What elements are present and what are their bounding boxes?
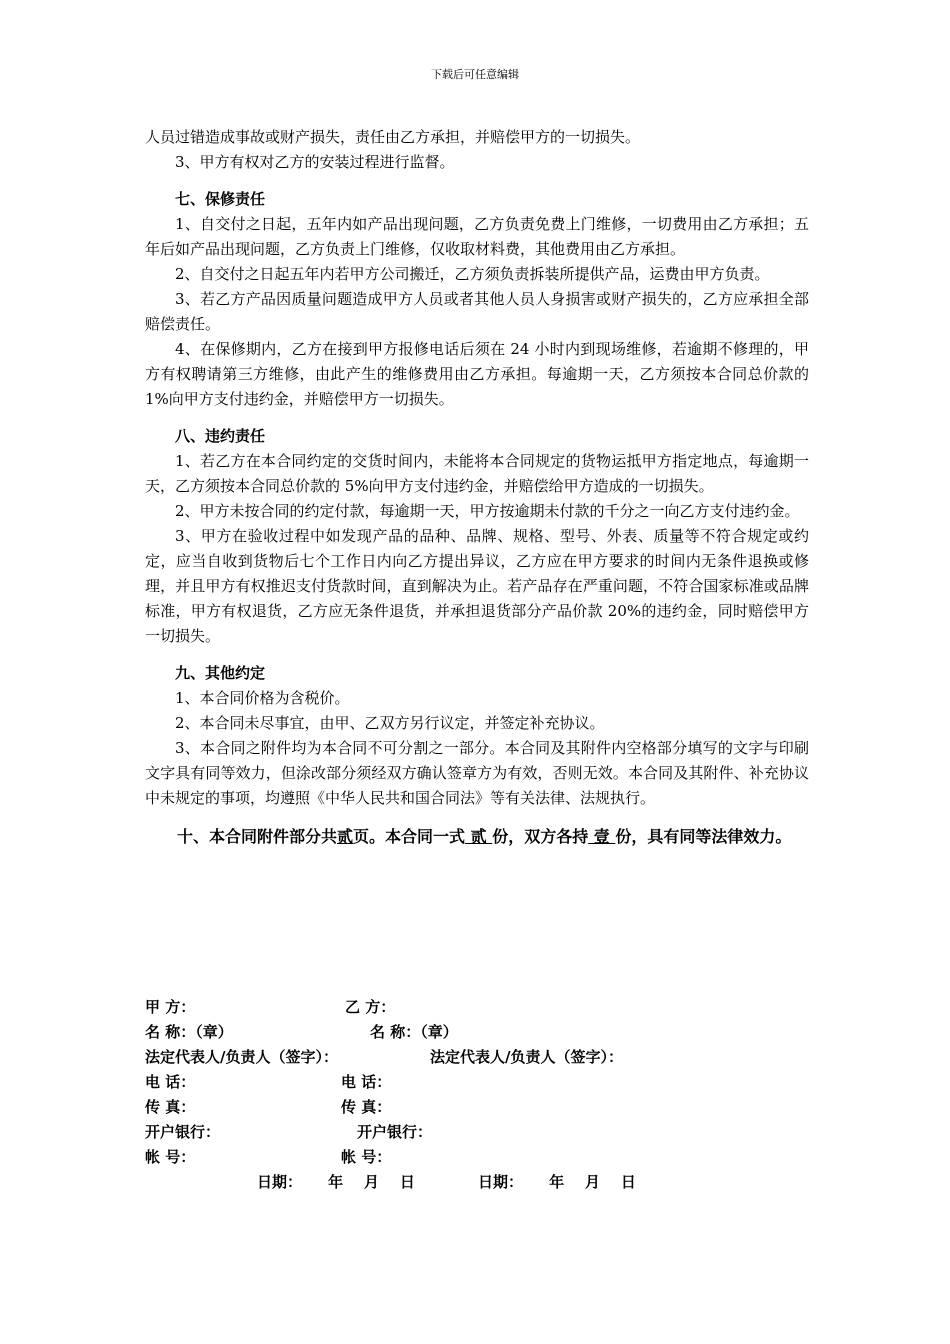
date-a-label: 日期： 年 月 日: [257, 1173, 415, 1191]
signature-block: [145, 996, 809, 1196]
paragraph: 4、在保修期内，乙方在接到甲方报修电话后须在 24 小时内到现场维修，若逾期不修理的，甲方有权聘请第三方维修，由此产生的维修费用由乙方承担。每逾期一天，乙方须按本合同总价款的 1%向甲方支付违约金，并赔偿甲方一切损失。: [145, 340, 809, 408]
sig-row-fax: [145, 1096, 809, 1121]
rep-a-label: 法定代表人/负责人（签字）：: [145, 1048, 338, 1066]
sig-row-bank: [145, 1121, 809, 1146]
sig-row-account: [145, 1146, 809, 1171]
paragraph: 1、本合同价格为含税价。: [175, 689, 350, 707]
party-a-label: 甲 方：: [145, 998, 196, 1016]
page-count: 贰: [337, 827, 354, 846]
paragraph: 2、甲方未按合同的约定付款，每逾期一天，甲方按逾期未付款的千分之一向乙方支付违约金。: [175, 502, 800, 520]
bank-a-label: 开户银行：: [145, 1123, 221, 1141]
section-heading-warranty: 七、保修责任: [175, 190, 266, 208]
section-heading-other: 九、其他约定: [175, 664, 266, 682]
account-a-label: 帐 号：: [145, 1148, 196, 1166]
tel-a-label: 电 话：: [145, 1073, 196, 1091]
account-b-label: 帐 号：: [341, 1148, 392, 1166]
fax-a-label: 传 真：: [145, 1098, 196, 1116]
paragraph: 3、本合同之附件均为本合同不可分割之一部分。本合同及其附件内空格部分填写的文字与印刷文字具有同等效力，但涂改部分须经双方确认签章方为有效，否则无效。本合同及其附件、补充协议中未规定的事项，均遵照《中华人民共和国合同法》等有关法律、法规执行。: [145, 739, 809, 807]
rep-b-label: 法定代表人/负责人（签字）：: [430, 1048, 623, 1066]
fax-b-label: 传 真：: [341, 1098, 392, 1116]
paragraph: 2、本合同未尽事宜，由甲、乙双方另行议定，并签定补充协议。: [175, 714, 605, 732]
sig-row-date: [145, 1171, 809, 1196]
sig-row-name: [145, 1021, 809, 1046]
section-heading-liability: 八、违约责任: [175, 427, 266, 445]
tel-b-label: 电 话：: [341, 1073, 392, 1091]
name-a-label: 名 称：（章）: [145, 1023, 233, 1041]
page-header: 下载后可任意编辑: [431, 68, 519, 81]
paragraph: 3、甲方在验收过程中如发现产品的品种、品牌、规格、型号、外表、质量等不符合规定或约定，应当自收到货物后七个工作日内向乙方提出异议，乙方应在甲方要求的时间内无条件退换或修理，并且甲方有权推迟支付货款时间，直到解决为止。若产品存在严重问题，不符合国家标准或品牌标准，甲方有权退货，乙方应无条件退货，并承担退货部分产品价款 20%的违约金，同时赔偿甲方一切损失。: [145, 527, 809, 645]
sig-row-tel: [145, 1071, 809, 1096]
copy-count: 贰: [465, 827, 493, 846]
bank-b-label: 开户银行：: [357, 1123, 433, 1141]
party-b-label: 乙 方：: [345, 998, 396, 1016]
sig-row-rep: [145, 1046, 809, 1071]
paragraph: 3、若乙方产品因质量问题造成甲方人员或者其他人员人身损害或财产损失的，乙方应承担全部赔偿责任。: [145, 290, 809, 333]
section-heading-attachments: 十、本合同附件部分共贰页。本合同一式 贰 份，双方各持 壹 份，具有同等法律效力。: [177, 827, 792, 846]
sig-row-party: [145, 996, 809, 1021]
copies-each: 壹: [588, 827, 616, 846]
name-b-label: 名 称：（章）: [370, 1023, 458, 1041]
paragraph: 1、若乙方在本合同约定的交货时间内，未能将本合同规定的货物运抵甲方指定地点，每逾期一天，乙方须按本合同总价款的 5%向甲方支付违约金，并赔偿给甲方造成的一切损失。: [145, 452, 809, 495]
date-b-label: 日期： 年 月 日: [478, 1173, 636, 1191]
paragraph: 2、自交付之日起五年内若甲方公司搬迁，乙方须负责拆装所提供产品，运费由甲方负责。: [175, 265, 770, 283]
paragraph: 3、甲方有权对乙方的安装过程进行监督。: [175, 153, 455, 171]
paragraph: 人员过错造成事故或财产损失，责任由乙方承担，并赔偿甲方的一切损失。: [145, 128, 641, 146]
paragraph: 1、自交付之日起，五年内如产品出现问题，乙方负责免费上门维修，一切费用由乙方承担；五年后如产品出现问题，乙方负责上门维修，仅收取材料费，其他费用由乙方承担。: [145, 215, 809, 258]
contract-body: [145, 125, 809, 851]
